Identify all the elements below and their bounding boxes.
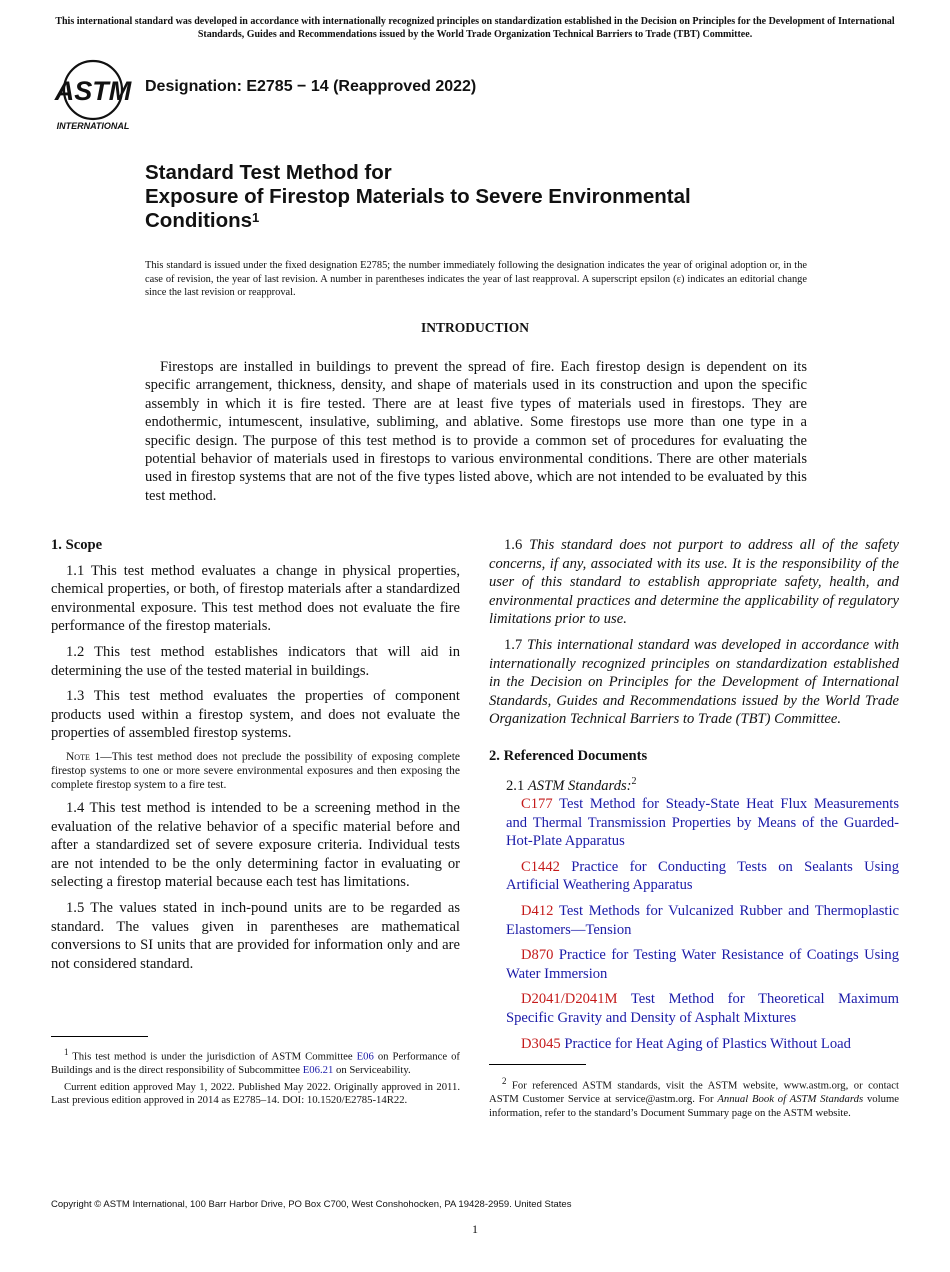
reference-code[interactable]: D3045 <box>521 1035 561 1052</box>
logo-subtext: INTERNATIONAL <box>56 121 130 131</box>
fn1-part-b: on Performance of Buildings and is the direct responsibility of Subcommittee <box>51 1050 460 1077</box>
reference-list <box>489 795 899 1053</box>
fn1-part-a: This test method is under the jurisdiction of ASTM Committee <box>68 1050 357 1063</box>
note-label: Note <box>66 750 90 763</box>
reference-code[interactable]: C1442 <box>521 858 560 875</box>
reference-item[interactable] <box>489 858 899 895</box>
reference-item[interactable] <box>489 795 899 851</box>
designation: Designation: E2785 − 14 (Reapproved 2022) <box>145 78 477 95</box>
section-1-7 <box>489 636 899 729</box>
referenced-documents-heading: 2. Referenced Documents <box>489 747 648 764</box>
footnote-2-text <box>489 1075 899 1120</box>
reference-title[interactable]: Practice for Conducting Tests on Sealants Using Artificial Weathering Apparatus <box>506 858 899 894</box>
section-1-3: 1.3 This test method evaluates the properties of component products used within a firestop system, and does not evaluate the properties of assembled firestop systems. <box>51 688 460 742</box>
footnote-1 <box>51 1046 460 1111</box>
sub-label: ASTM Standards: <box>527 777 632 794</box>
sub-footnote-mark: 2 <box>631 775 637 787</box>
footnote-2-mark: 2 <box>502 1076 507 1086</box>
astm-standards-subheading <box>506 773 899 795</box>
footnote-2 <box>489 1075 899 1123</box>
title-line-1: Standard Test Method for <box>145 161 392 184</box>
title-line-3 <box>145 209 865 233</box>
footnote-rule-left <box>51 1036 148 1037</box>
reference-title[interactable]: Practice for Testing Water Resistance of Coatings Using Water Immersion <box>506 947 900 982</box>
title-line-2: Exposure of Firestop Materials to Severe Environmental <box>145 185 691 208</box>
reference-item[interactable] <box>489 946 899 983</box>
note-1 <box>51 750 460 792</box>
introduction-text: Firestops are installed in buildings to prevent the spread of fire. Each firestop design is dependent on its specific arrangement, thickness, density, and shape of materials used in its construction and upon the specific assembly in which it is fire tested. There are at least five types of materials used in firestops. They are endothermic, intumescent, insulative, subliming, and ablative. Some firestops use more than one type in a specific design. The purpose of this test method is to provide a common set of procedures for evaluating the potential behavior of materials used in firestops to various environmental conditions. There are other materials used in firestop systems that are not of the five types listed above, which are not intended to be evaluated by this test method. <box>145 359 807 504</box>
edition-note: Current edition approved May 1, 2022. Published May 2022. Originally approved in 2011. Last previous edition approved in 2014 as E2785–14. DOI: 10.1520/E2785-14R22. <box>51 1080 460 1107</box>
fn1-part-c: on Serviceability. <box>333 1064 411 1077</box>
right-column <box>489 536 899 1060</box>
reference-title[interactable]: Practice for Heat Aging of Plastics Without Load <box>564 1035 851 1052</box>
reference-item[interactable] <box>489 902 899 939</box>
fn2-italic: Annual Book of ASTM Standards <box>717 1093 864 1106</box>
page-number: 1 <box>472 1222 478 1236</box>
header-notice: This international standard was developed in accordance with internationally recognized principles on standardization established in the Decision on Principles for the Development of International Standards, Guides and Recommendations issued by the World Trade Organization Technical Barriers to Trade (TBT) Committee. <box>55 16 895 40</box>
committee-e06-link[interactable]: E06 <box>356 1050 374 1063</box>
sub-num: 2.1 <box>506 777 528 794</box>
reference-title[interactable]: Test Method for Theoretical Maximum Specific Gravity and Density of Asphalt Mixtures <box>506 991 899 1026</box>
copyright: Copyright © ASTM International, 100 Barr Harbor Drive, PO Box C700, West Conshohocken, PA 19428-2959. United States <box>51 1199 572 1210</box>
left-column <box>51 536 460 980</box>
footnote-rule-right <box>489 1064 586 1065</box>
logo-text: ASTM <box>54 76 132 106</box>
reference-title[interactable]: Test Method for Steady-State Heat Flux Measurements and Thermal Transmission Properties by Means of the Guarded-Hot-Plate Apparatus <box>506 795 900 850</box>
footnote-1-mark: 1 <box>64 1047 69 1057</box>
document-title <box>145 161 865 233</box>
fn2-part-a: For referenced ASTM standards, visit the ASTM website, www.astm.org, or contact ASTM Customer Service at service@astm.org. For <box>489 1079 899 1106</box>
introduction-heading: INTRODUCTION <box>420 320 529 335</box>
reference-title[interactable]: Test Methods for Vulcanized Rubber and Thermoplastic Elastomers—Tension <box>506 902 900 938</box>
footnote-1-text <box>51 1046 460 1078</box>
reference-item[interactable] <box>489 1035 899 1054</box>
section-1-4: 1.4 This test method is intended to be a screening method in the evaluation of the relative behavior of a specific material before and after a standardized set of severe exposure criteria. Individual tests are not intended to be the only determining factor in evaluating or selecting a firestop material because each test has limitations. <box>51 799 460 891</box>
reference-code[interactable]: D412 <box>521 902 554 919</box>
section-1-6 <box>489 536 899 629</box>
reference-item[interactable] <box>489 990 899 1027</box>
section-1-6-num: 1.6 <box>504 537 530 553</box>
section-1-5: 1.5 The values stated in inch-pound units are to be regarded as standard. The values given in parentheses are mathematical conversions to SI units that are provided for information only and are not considered standard. <box>51 899 460 972</box>
title-footnote-mark: 1 <box>252 210 260 225</box>
section-1-2: 1.2 This test method establishes indicators that will aid in determining the use of the tested material in buildings. <box>51 643 460 679</box>
fn2-part-b: volume information, refer to the standard’s Document Summary page on the ASTM website. <box>489 1093 899 1119</box>
note-text: 1—This test method does not preclude the possibility of exposing complete firestop systems to one or more severe environmental exposures and then exposing the complete firestop system to a fire test. <box>51 750 460 791</box>
section-1-7-text: This international standard was developed in accordance with internationally recognized principles on standardization established in the Decision on Principles for the Development of International Standards, Guides and Recommendations issued by the World Trade Organization Technical Barriers to Trade (TBT) Committee. <box>489 636 900 728</box>
reference-code[interactable]: D870 <box>521 947 554 964</box>
subcommittee-e06-21-link[interactable]: E06.21 <box>302 1064 334 1077</box>
section-1-1: 1.1 This test method evaluates a change in physical properties, chemical properties, or both, of firestop materials after a standardized environmental exposure. This test method does not evaluate the fire performance of the firestop materials. <box>51 562 460 635</box>
issued-note: This standard is issued under the fixed designation E2785; the number immediately following the designation indicates the year of original adoption or, in the case of revision, the year of last revision. A number in parentheses indicates the year of last reapproval. A superscript epsilon (ε) indicates an editorial change since the last revision or reapproval. <box>145 260 807 299</box>
reference-code[interactable]: C177 <box>521 795 553 812</box>
astm-logo-icon <box>53 58 135 132</box>
title-line-3-text: Conditions <box>145 209 253 232</box>
section-1-7-num: 1.7 <box>504 636 528 653</box>
reference-code[interactable]: D2041/D2041M <box>521 991 618 1008</box>
section-1-6-text: This standard does not purport to address all of the safety concerns, if any, associated with its use. It is the responsibility of the user of this standard to establish appropriate safety, health, and environmental practices and determine the applicability of regulatory limitations prior to use. <box>489 537 899 628</box>
scope-heading: 1. Scope <box>51 537 103 553</box>
